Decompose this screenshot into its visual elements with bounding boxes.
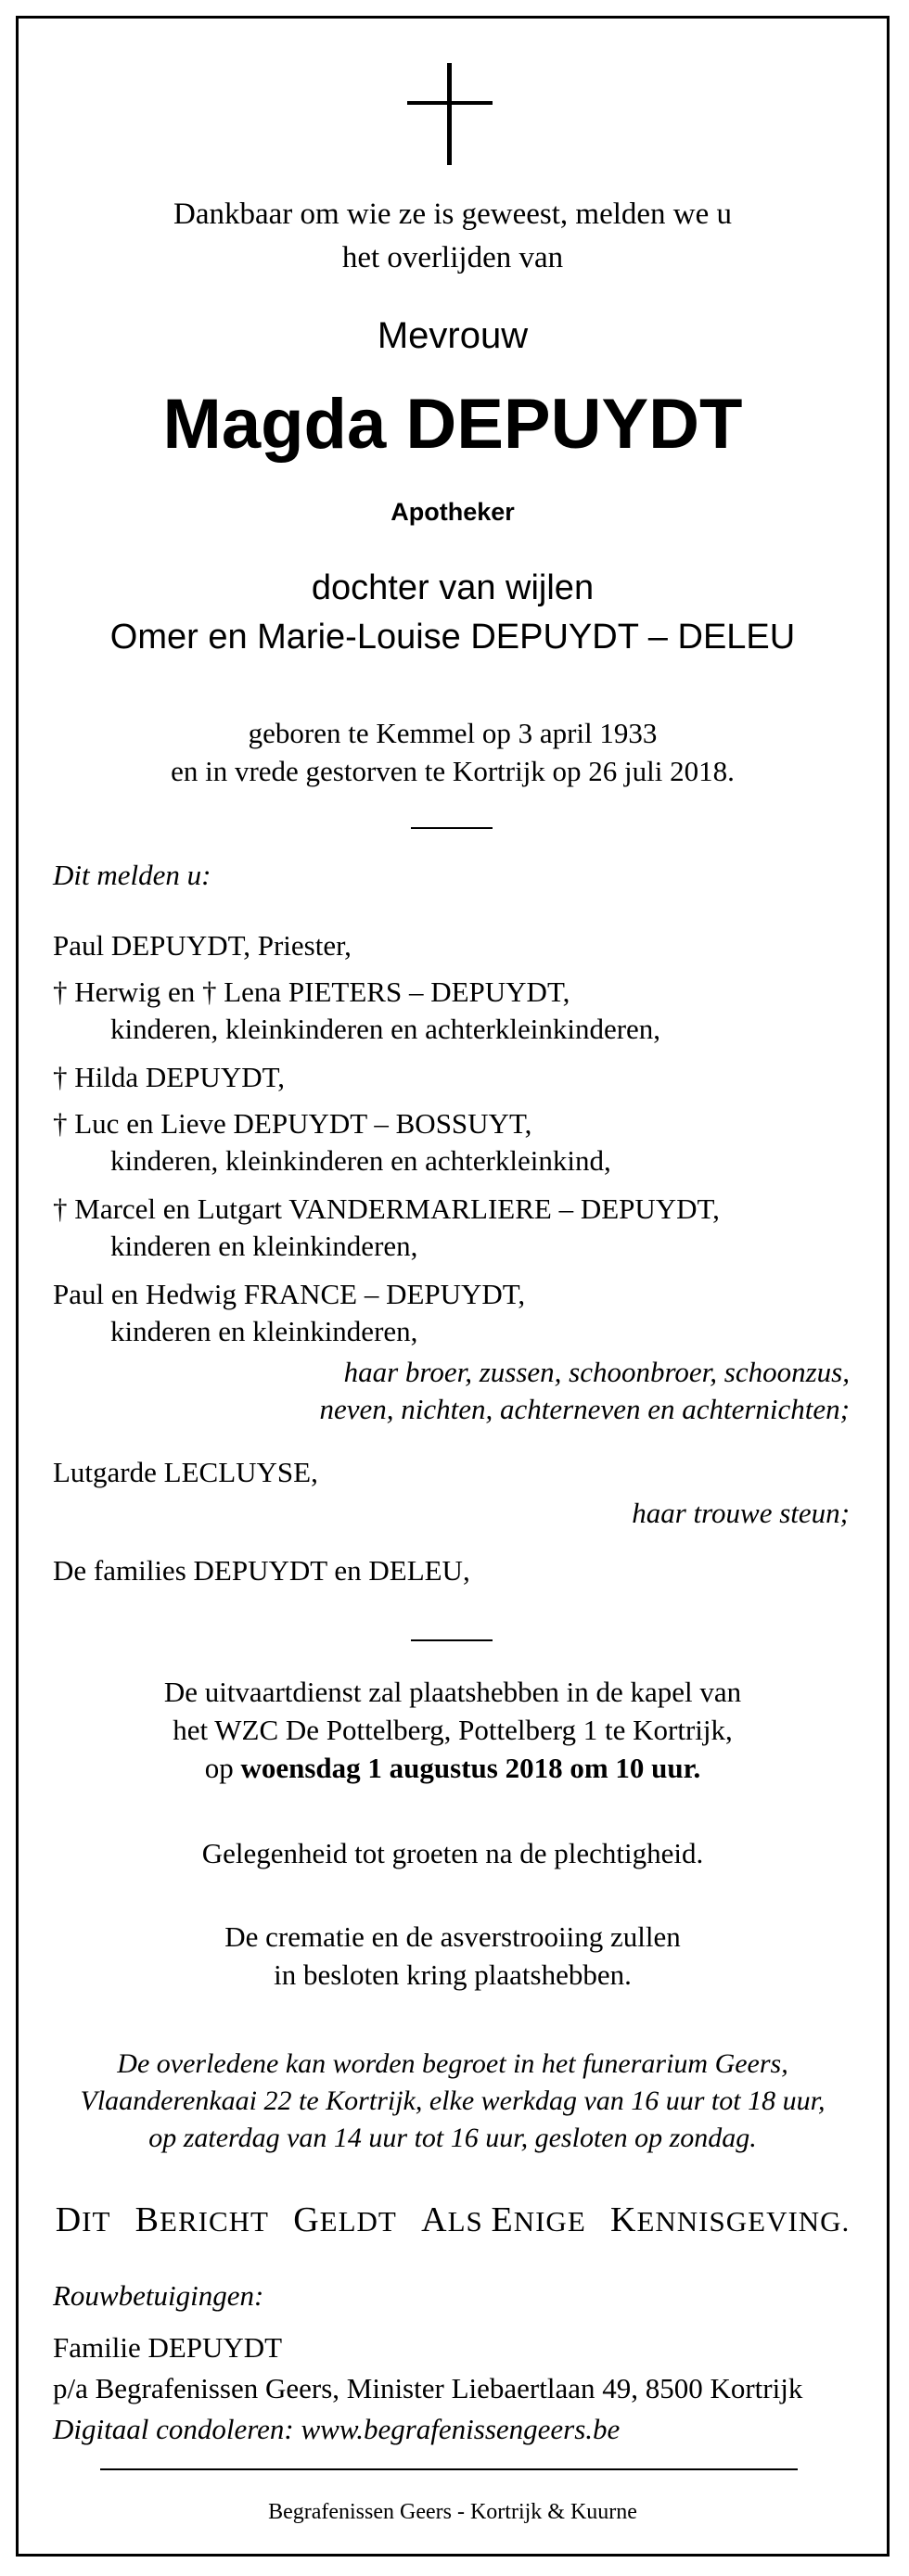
viewing-line-2: Vlaanderenkaai 22 te Kortrijk, elke werkdag van 16 uur tot 18 uur, [80,2085,826,2116]
service-datetime: woensdag 1 augustus 2018 om 10 uur. [240,1752,701,1784]
parents-line-2: Omer en Marie-Louise DEPUYDT – DELEU [109,618,796,657]
birth-line: geboren te Kemmel op 3 april 1933 [248,717,658,749]
support-name: Lutgarde LECLUYSE, [53,1456,318,1488]
online-condolences-link[interactable]: Digitaal condoleren: www.begrafenissengeers.be [53,2413,621,2445]
divider-1 [411,827,493,829]
mourner-1: Paul DEPUYDT, Priester, [53,929,352,962]
condolences-heading: Rouwbetuigingen: [53,2279,264,2312]
notice-statement: DIT BERICHT GELDT ALS ENIGE KENNISGEVING. [55,2200,851,2239]
service-line-2: het WZC De Pottelberg, Pottelberg 1 te Kortrijk, [173,1714,733,1746]
viewing-line-3: op zaterdag van 14 uur tot 16 uur, gesloten op zondag. [148,2123,757,2153]
dates [19,714,887,790]
mourner-4-sub: kinderen, kleinkinderen en achterkleinkind, [110,1144,611,1177]
address-line-1: Familie DEPUYDT [53,2331,283,2364]
service-line-3: op woensdag 1 augustus 2018 om 10 uur. [204,1752,701,1784]
salutation: Mevrouw [377,315,529,356]
footer-divider [100,2468,798,2470]
death-notice [16,16,890,2557]
deceased-name: Magda DEPUYDT [162,385,743,464]
mourner-5-sub: kinderen en kleinkinderen, [110,1230,418,1262]
mourner-3: † Hilda DEPUYDT, [53,1061,285,1093]
greeting: Gelegenheid tot groeten na de plechtigheid. [201,1837,704,1869]
profession: Apotheker [390,498,515,526]
mourner-6: Paul en Hedwig FRANCE – DEPUYDT, [53,1278,526,1310]
intro-line-2: het overlijden van [341,241,564,274]
mourner-2: † Herwig en † Lena PIETERS – DEPUYDT, [53,976,570,1008]
support-role: haar trouwe steun; [632,1497,850,1529]
relatives-line-1: haar broer, zussen, schoonbroer, schoonzus, [343,1356,850,1388]
mourners-intro: Dit melden u: [53,859,211,891]
viewing-line-1: De overledene kan worden begroet in het funerarium Geers, [117,2048,788,2079]
cremation-line-1: De crematie en de asverstrooiing zullen [224,1920,681,1953]
intro-line-1: Dankbaar om wie ze is geweest, melden we u [173,198,733,231]
viewing-info [19,2046,887,2157]
death-line: en in vrede gestorven te Kortrijk op 26 juli 2018. [171,755,735,787]
relatives-line-2: neven, nichten, achterneven en achternichten; [319,1393,850,1425]
cremation-info [19,1918,887,1994]
service-line-1: De uitvaartdienst zal plaatshebben in de kapel van [163,1676,742,1708]
parents-line-1: dochter van wijlen [311,568,595,607]
mourner-5: † Marcel en Lutgart VANDERMARLIERE – DEPUYDT, [53,1192,720,1225]
mourner-4: † Luc en Lieve DEPUYDT – BOSSUYT, [53,1107,532,1140]
service-info [19,1673,887,1787]
mourner-2-sub: kinderen, kleinkinderen en achterkleinkinderen, [110,1013,661,1045]
address-line-2: p/a Begrafenissen Geers, Minister Liebaertlaan 49, 8500 Kortrijk [53,2372,803,2404]
footer-funeral-home: Begrafenissen Geers - Kortrijk & Kuurne [268,2500,637,2524]
divider-2 [411,1639,493,1641]
cremation-line-2: in besloten kring plaatshebben. [274,1958,632,1991]
intro-text [19,193,887,280]
families: De families DEPUYDT en DELEU, [53,1554,470,1587]
mourner-6-sub: kinderen en kleinkinderen, [110,1315,418,1347]
